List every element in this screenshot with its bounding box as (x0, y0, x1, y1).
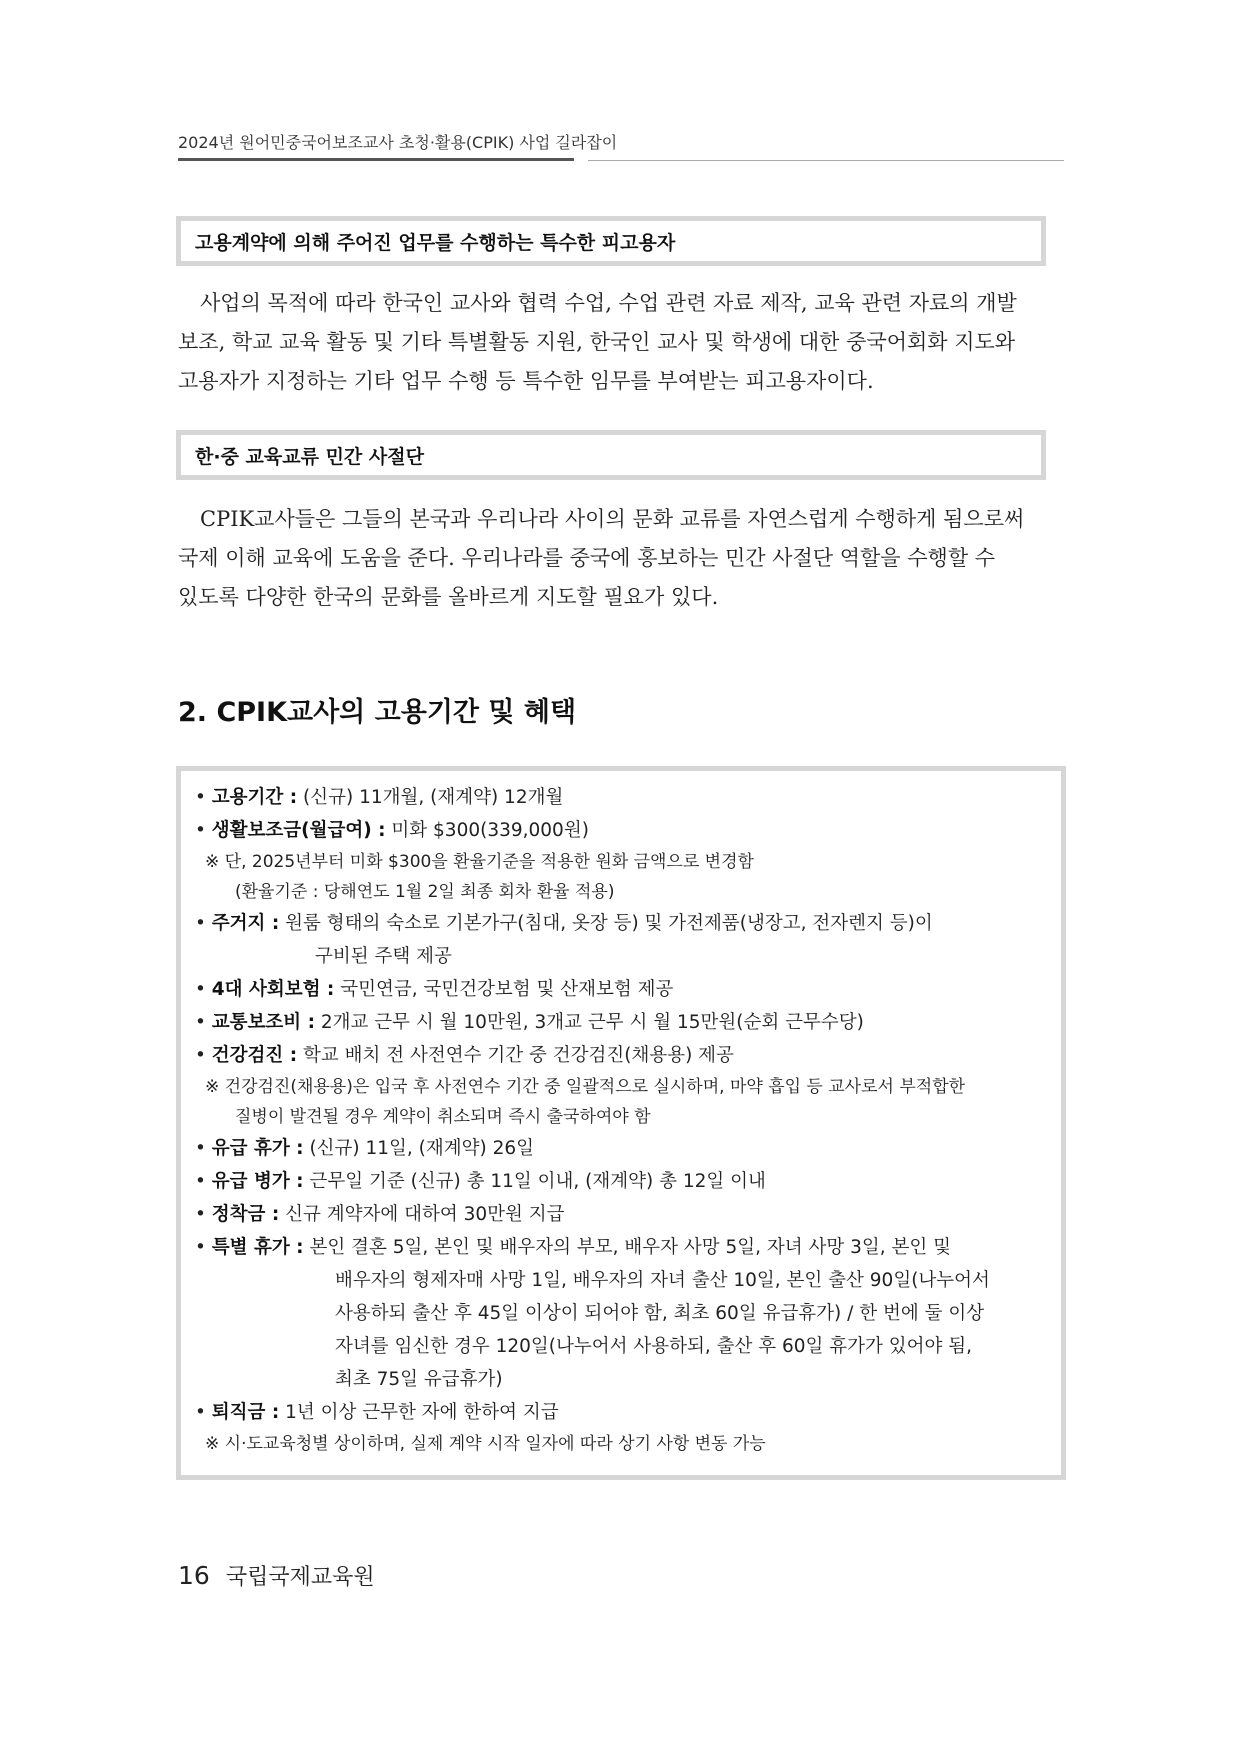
benefit-note: ※ 단, 2025년부터 미화 $300을 환율기준을 적용한 원화 금액으로 변경함 (205, 852, 754, 872)
paragraph-line: 보조, 학교 교육 활동 및 기타 특별활동 지원, 한국인 교사 및 학생에 대한 중국어회화 지도와 (178, 330, 1016, 354)
benefit-health: • 건강검진 : 학교 배치 전 사전연수 기간 중 건강검진(채용용) 제공 (195, 1045, 734, 1066)
paragraph-special-employee (178, 284, 1068, 401)
benefit-label: 유급 휴가 : (211, 1138, 304, 1159)
heading-exchange-envoy (176, 430, 1046, 480)
benefit-text-continued: 사용하되 출산 후 45일 이상이 되어야 함, 최초 60일 유급휴가) / 한 번에 둘 이상 (335, 1303, 985, 1324)
benefit-label: 4대 사회보험 : (211, 979, 335, 1000)
benefit-label: 건강검진 : (211, 1045, 298, 1066)
benefit-text: (신규) 11개월, (재계약) 12개월 (303, 787, 564, 808)
benefit-insurance: • 4대 사회보험 : 국민연금, 국민건강보험 및 산재보험 제공 (195, 979, 674, 1000)
header-rule-dark (178, 158, 574, 161)
benefits-box (176, 766, 1066, 1480)
benefit-text-continued: 배우자의 형제자매 사망 1일, 배우자의 자녀 출산 10일, 본인 출산 90일(나누어서 (335, 1270, 990, 1291)
benefit-special-leave: • 특별 휴가 : 본인 결혼 5일, 본인 및 배우자의 부모, 배우자 사망 5일, 자녀 사망 3일, 본인 및 (195, 1237, 952, 1258)
page-footer (178, 1560, 375, 1591)
paragraph-line: 국제 이해 교육에 도움을 준다. 우리나라를 중국에 홍보하는 민간 사절단 역할을 수행할 수 (178, 546, 996, 570)
benefit-note: ※ 건강검진(채용용)은 입국 후 사전연수 기간 중 일괄적으로 실시하며, 마약 흡입 등 교사로서 부적합한 (205, 1077, 966, 1097)
benefit-note: ※ 시·도교육청별 상이하며, 실제 계약 시작 일자에 따라 상기 사항 변동 가능 (205, 1434, 766, 1454)
benefit-period: • 고용기간 : (신규) 11개월, (재계약) 12개월 (195, 787, 564, 808)
paragraph-line: 사업의 목적에 따라 한국인 교사와 협력 수업, 수업 관련 자료 제작, 교육 관련 자료의 개발 (200, 291, 1017, 315)
page-number: 16 (178, 1561, 210, 1590)
benefit-label: 퇴직금 : (211, 1402, 280, 1423)
benefit-label: 정착금 : (211, 1204, 280, 1225)
benefit-text: 2개교 근무 시 월 10만원, 3개교 근무 시 월 15만원(순회 근무수당) (320, 1012, 864, 1033)
benefit-severance: • 퇴직금 : 1년 이상 근무한 자에 한하여 지급 (195, 1402, 559, 1423)
benefit-text-continued: 자녀를 임신한 경우 120일(나누어서 사용하되, 출산 후 60일 휴가가 있어야 됨, (335, 1336, 973, 1357)
heading-special-employee-text: 고용계약에 의해 주어진 업무를 수행하는 특수한 피고용자 (195, 231, 676, 254)
paragraph-line: CPIK교사들은 그들의 본국과 우리나라 사이의 문화 교류를 자연스럽게 수행하게 됨으로써 (200, 507, 1025, 531)
running-header: 2024년 원어민중국어보조교사 초청·활용(CPIK) 사업 길라잡이 (178, 133, 618, 152)
benefit-label: 교통보조비 : (211, 1012, 315, 1033)
benefit-text: 국민연금, 국민건강보험 및 산재보험 제공 (340, 979, 674, 1000)
benefit-label: 생활보조금(월급여) : (211, 820, 386, 841)
section-title: 2. CPIK교사의 고용기간 및 혜택 (178, 697, 577, 728)
benefit-label: 유급 병가 : (211, 1171, 304, 1192)
heading-exchange-envoy-text: 한·중 교육교류 민간 사절단 (195, 445, 424, 468)
benefit-allowance: • 생활보조금(월급여) : 미화 $300(339,000원) (195, 820, 589, 841)
benefit-text: (신규) 11일, (재계약) 26일 (309, 1138, 535, 1159)
paragraph-line: 고용자가 지정하는 기타 업무 수행 등 특수한 임무를 부여받는 피고용자이다. (178, 369, 874, 393)
benefit-label: 특별 휴가 : (211, 1237, 304, 1258)
benefit-text: 미화 $300(339,000원) (391, 820, 589, 841)
benefit-text-continued: 구비된 주택 제공 (315, 946, 452, 967)
benefit-sick-leave: • 유급 병가 : 근무일 기준 (신규) 총 11일 이내, (재계약) 총 12일 이내 (195, 1171, 766, 1192)
benefit-label: 주거지 : (211, 913, 280, 934)
footer-org: 국립국제교육원 (225, 1565, 375, 1590)
benefit-settlement: • 정착금 : 신규 계약자에 대하여 30만원 지급 (195, 1204, 565, 1225)
benefit-text-continued: 최초 75일 유급휴가) (335, 1369, 503, 1390)
benefit-text: 원룸 형태의 숙소로 기본가구(침대, 옷장 등) 및 가전제품(냉장고, 전자렌지 등)이 (285, 913, 933, 934)
benefit-text: 근무일 기준 (신규) 총 11일 이내, (재계약) 총 12일 이내 (309, 1171, 766, 1192)
benefit-note: 질병이 발견될 경우 계약이 취소되며 즉시 출국하여야 함 (235, 1107, 651, 1127)
benefit-paid-leave: • 유급 휴가 : (신규) 11일, (재계약) 26일 (195, 1138, 535, 1159)
benefit-text: 1년 이상 근무한 자에 한하여 지급 (285, 1402, 559, 1423)
paragraph-line: 있도록 다양한 한국의 문화를 올바르게 지도할 필요가 있다. (178, 585, 719, 609)
benefit-text: 학교 배치 전 사전연수 기간 중 건강검진(채용용) 제공 (303, 1045, 734, 1066)
benefit-transport: • 교통보조비 : 2개교 근무 시 월 10만원, 3개교 근무 시 월 15만원(순회 근무수당) (195, 1012, 864, 1033)
heading-special-employee (176, 216, 1046, 266)
benefit-text: 본인 결혼 5일, 본인 및 배우자의 부모, 배우자 사망 5일, 자녀 사망 3일, 본인 및 (309, 1237, 952, 1258)
benefit-label: 고용기간 : (211, 787, 298, 808)
paragraph-exchange-envoy (178, 500, 1068, 617)
benefit-text: 신규 계약자에 대하여 30만원 지급 (285, 1204, 565, 1225)
header-rule-light (588, 160, 1064, 161)
benefit-note: (환율기준 : 당해연도 1월 2일 최종 회차 환율 적용) (235, 882, 615, 902)
benefit-housing: • 주거지 : 원룸 형태의 숙소로 기본가구(침대, 옷장 등) 및 가전제품(냉장고, 전자렌지 등)이 (195, 913, 933, 934)
